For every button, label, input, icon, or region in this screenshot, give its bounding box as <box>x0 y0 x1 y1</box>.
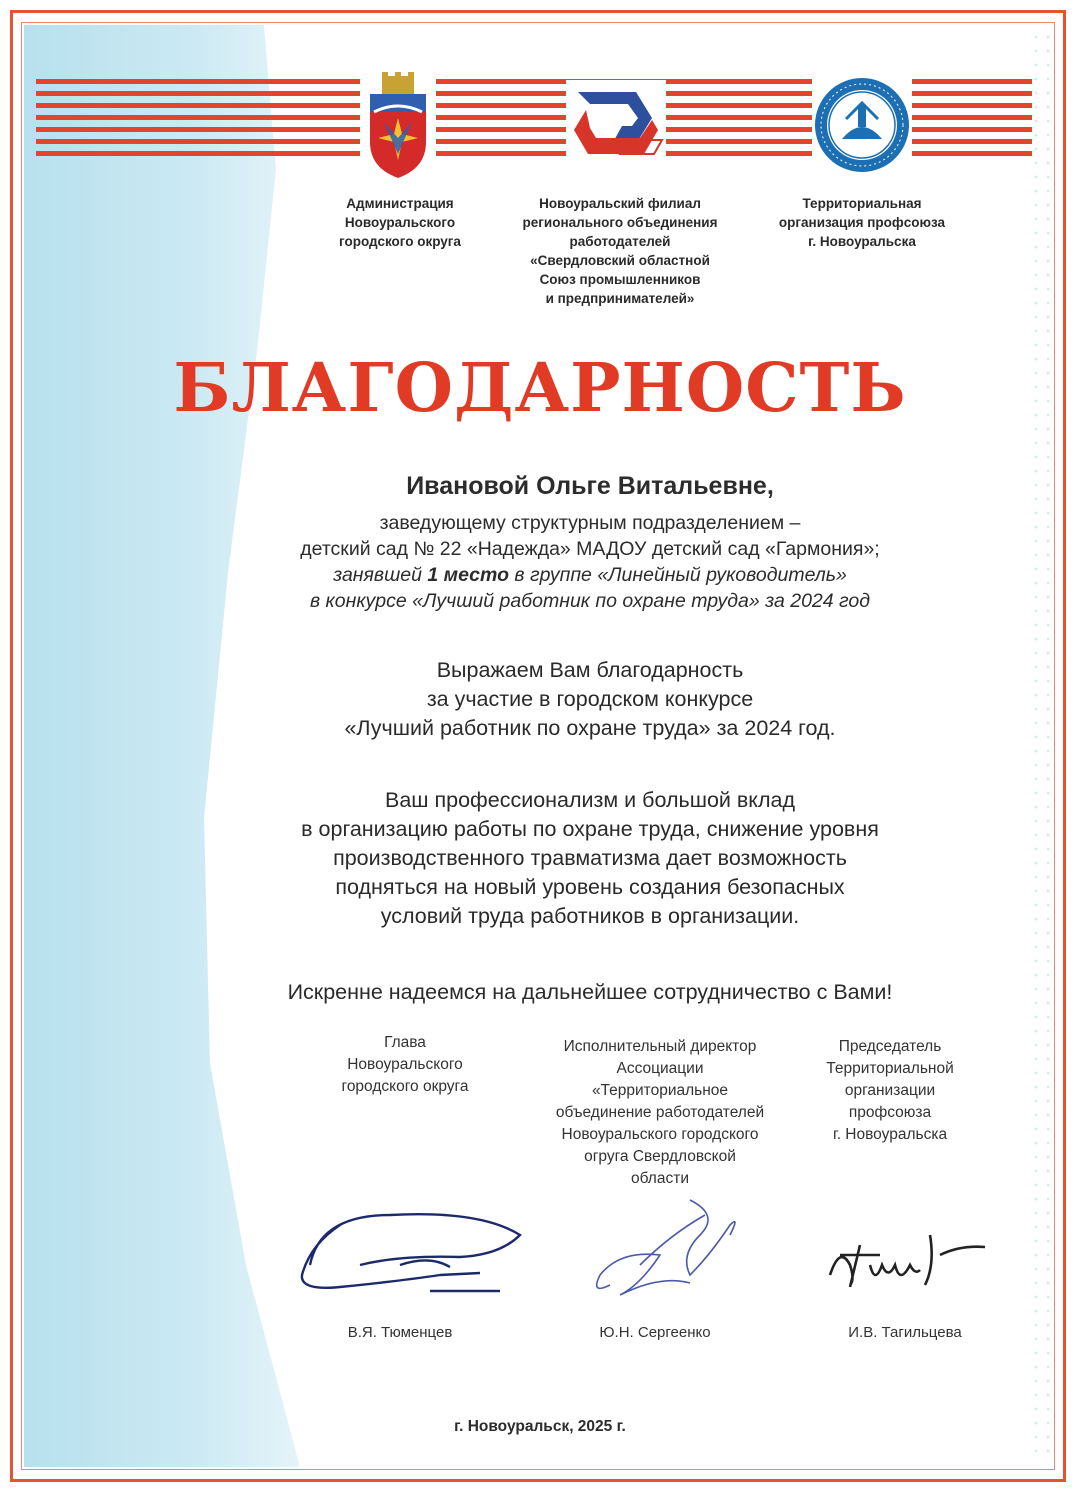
signature-1 <box>280 1195 530 1305</box>
closing-line: Искренне надеемся на дальнейшее сотрудничество с Вами! <box>287 980 893 1004</box>
signature-2 <box>580 1195 750 1305</box>
recipient-position-line2: детский сад № 22 «Надежда» МАДОУ детский сад «Гармония»; <box>300 538 880 560</box>
document-title: БЛАГОДАРНОСТЬ <box>173 348 907 427</box>
footer-place-date: г. Новоуральск, 2025 г. <box>454 1418 626 1435</box>
signature-3 <box>820 1225 990 1305</box>
org-trade-union: Территориальная организация профсоюза г. Новоуральска <box>778 196 946 249</box>
recipient-position-line1: заведующему структурным подразделением – <box>379 512 801 534</box>
recipient-contest: в конкурсе «Лучший работник по охране труда» за 2024 год <box>309 590 871 612</box>
industrialists-union-logo-icon <box>566 80 666 162</box>
recipient-name: Ивановой Ольге Витальевне, <box>406 472 774 500</box>
recipient-achievement: занявшей 1 место в группе «Линейный руководитель» <box>333 564 847 586</box>
gratitude-paragraph: Выражаем Вам благодарность за участие в городском конкурсе «Лучший работник по охране труда» за 2024 год. <box>344 658 836 740</box>
coat-of-arms-icon <box>360 72 436 180</box>
signatory-3-name: И.В. Тагильцева <box>848 1324 962 1341</box>
recipient-details <box>150 510 1030 614</box>
org-administration: Администрация Новоуральского городского округа <box>339 196 461 249</box>
signatory-2-name: Ю.Н. Сергеенко <box>599 1324 711 1341</box>
trade-union-logo-icon <box>812 75 912 175</box>
org-industrialists-union: Новоуральский филиал регионального объединения работодателей «Свердловский областной Союз промышленников и предпринимателей» <box>522 196 718 306</box>
signatory-2-position: Исполнительный директор Ассоциации «Территориальное объединение работодателей Новоуральского городского огруга Свердловской области <box>555 1038 765 1187</box>
signatory-3-position: Председатель Территориальной организации профсоюза г. Новоуральска <box>826 1038 954 1143</box>
signatory-1-name: В.Я. Тюменцев <box>347 1324 453 1341</box>
merit-paragraph: Ваш профессионализм и большой вклад в организацию работы по охране труда, снижение уровня производственного травматизма дает возможность подняться на новый уровень создания безопасных условий труда работников в организации. <box>301 788 879 928</box>
signatory-1-position: Глава Новоуральского городского округа <box>341 1034 469 1095</box>
